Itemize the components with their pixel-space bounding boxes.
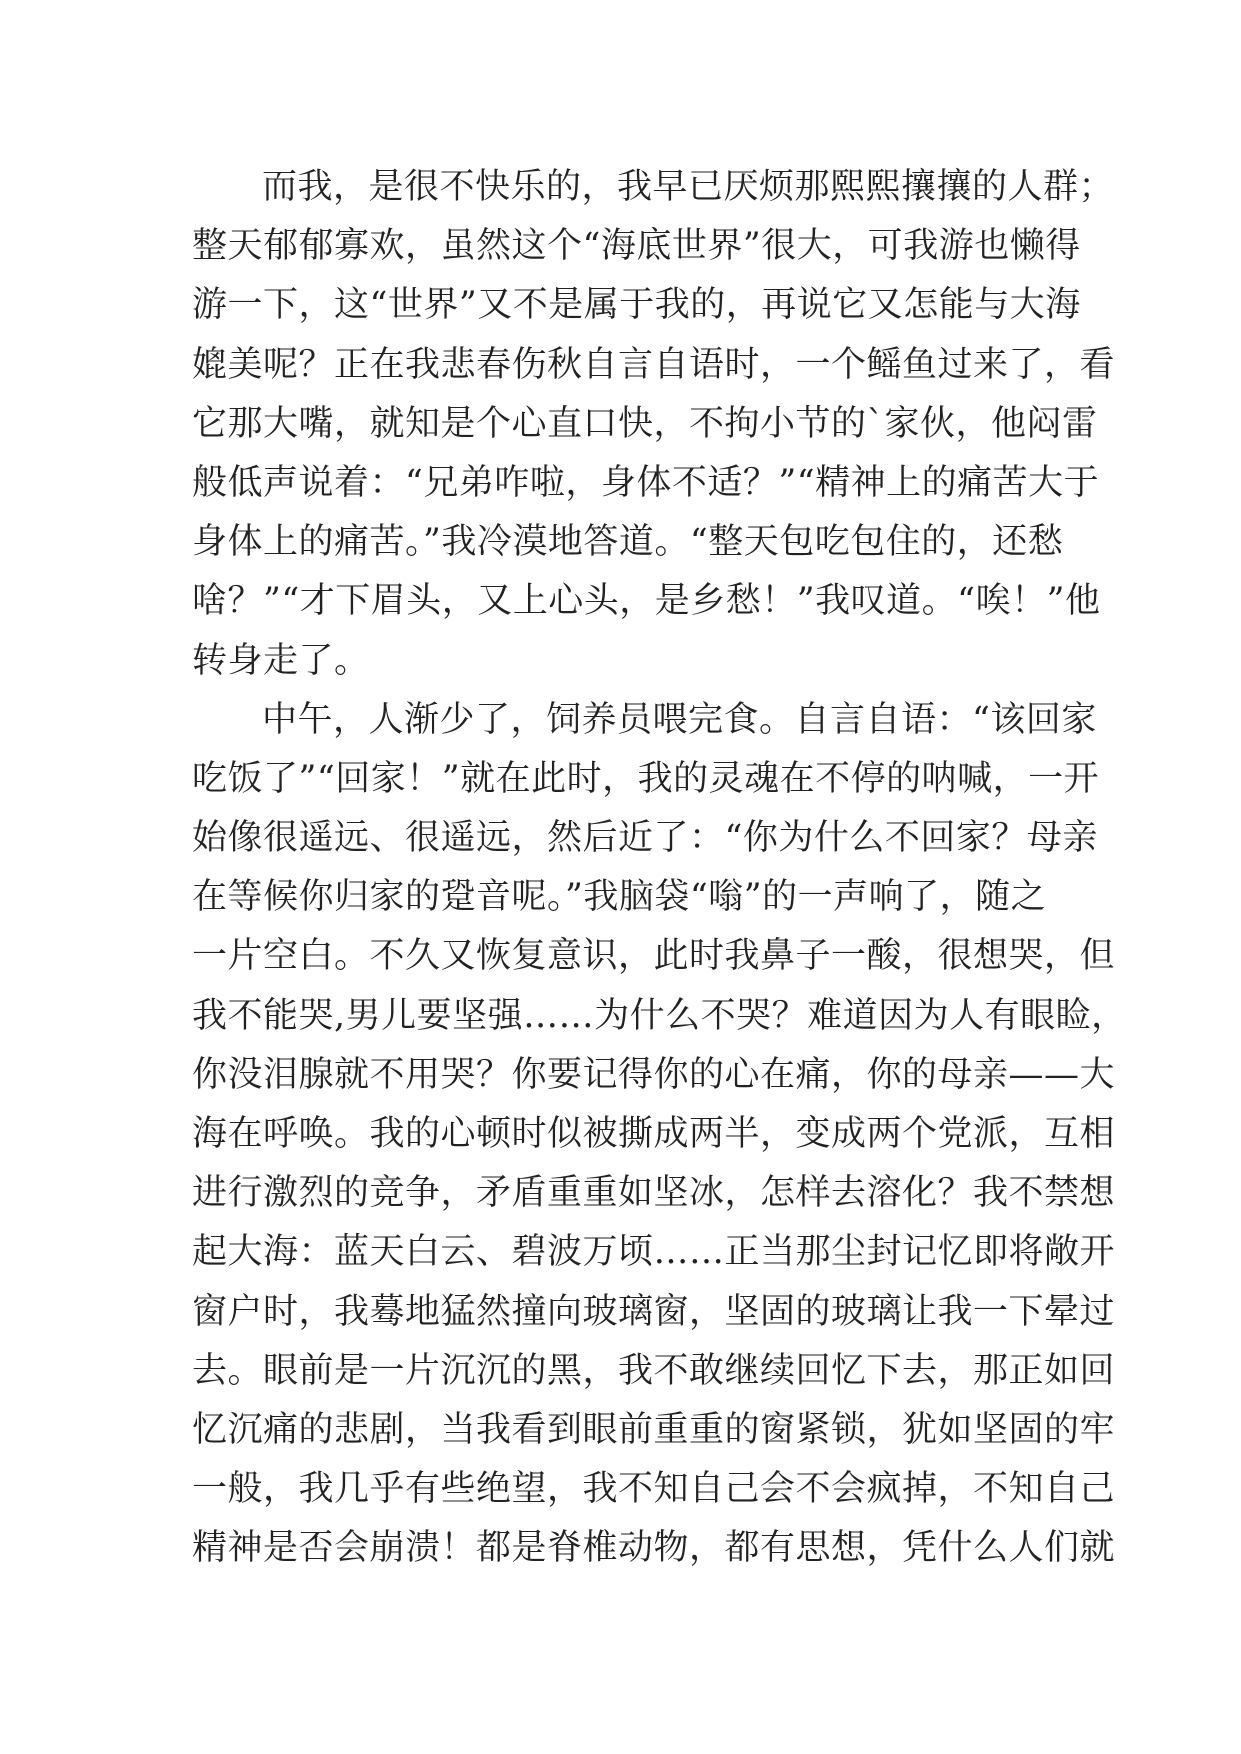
paragraph-1-line: 转身走了。 <box>192 640 370 681</box>
paragraph-2-line: 你没泪腺就不用哭？你要记得你的心在痛，你的母亲——大 <box>192 1054 1116 1095</box>
paragraph-1-line: 整天郁郁寡欢，虽然这个“海底世界”很大，可我游也懒得 <box>192 226 1081 267</box>
paragraph-2-line: 精神是否会崩溃！都是脊椎动物，都有思想，凭什么人们就 <box>192 1528 1116 1569</box>
paragraph-2-line: 一般，我几乎有些绝望，我不知自己会不会疯掉，不知自己 <box>192 1469 1116 1510</box>
paragraph-2-line: 在等候你归家的跫音呢。”我脑袋“嗡”的一声响了，随之 <box>192 877 1047 918</box>
paragraph-1-line: 身体上的痛苦。”我冷漠地答道。“整天包吃包住的，还愁 <box>192 522 1064 563</box>
paragraph-2-line: 吃饭了”“回家！”就在此时，我的灵魂在不停的呐喊，一开 <box>192 758 1100 799</box>
paragraph-2-line: 忆沉痛的悲剧，当我看到眼前重重的窗紧锁，犹如坚固的牢 <box>192 1409 1116 1450</box>
paragraph-2-line: 海在呼唤。我的心顿时似被撕成两半，变成两个党派，互相 <box>192 1114 1116 1154</box>
paragraph-2-line: 始像很遥远、很遥远，然后近了：“你为什么不回家？母亲 <box>192 818 1098 859</box>
paragraph-2-line: 一片空白。不久又恢复意识，此时我鼻子一酸，很想哭，但 <box>192 936 1116 977</box>
paragraph-1-line: 游一下，这“世界”又不是属于我的，再说它又怎能与大海 <box>192 285 1081 326</box>
paragraph-1-line: 般低声说着：“兄弟咋啦，身体不适？”“精神上的痛苦大于 <box>192 462 1100 503</box>
paragraph-2-line: 窗户时，我蓦地猛然撞向玻璃窗，坚固的玻璃让我一下晕过 <box>192 1291 1116 1332</box>
paragraph-2-line: 起大海：蓝天白云、碧波万顷……正当那尘封记忆即将敞开 <box>192 1232 1116 1273</box>
paragraph-1-line: 而我，是很不快乐的，我早已厌烦那熙熙攘攘的人群； <box>262 167 1115 207</box>
paragraph-2-line: 中午，人渐少了，饲养员喂完食。自言自语：“该回家 <box>262 699 1097 740</box>
paragraph-1-line: 它那大嘴，就知是个心直口快，不拘小节的`家伙，他闷雷 <box>192 403 1098 444</box>
body-text <box>192 158 1127 1579</box>
paragraph-2-line: 去。眼前是一片沉沉的黑，我不敢继续回忆下去，那正如回 <box>192 1350 1116 1391</box>
paragraph-1-line: 啥？”“才下眉头，又上心头，是乡愁！”我叹道。“唉！”他 <box>192 581 1101 622</box>
paragraph-1-line: 媲美呢？正在我悲春伤秋自言自语时，一个鳐鱼过来了，看 <box>192 344 1116 385</box>
paragraph-2-line: 进行激烈的竞争，矛盾重重如坚冰，怎样去溶化？我不禁想 <box>192 1173 1116 1214</box>
paragraph-2-line: 我不能哭,男儿要坚强……为什么不哭？难道因为人有眼睑， <box>192 995 1127 1036</box>
